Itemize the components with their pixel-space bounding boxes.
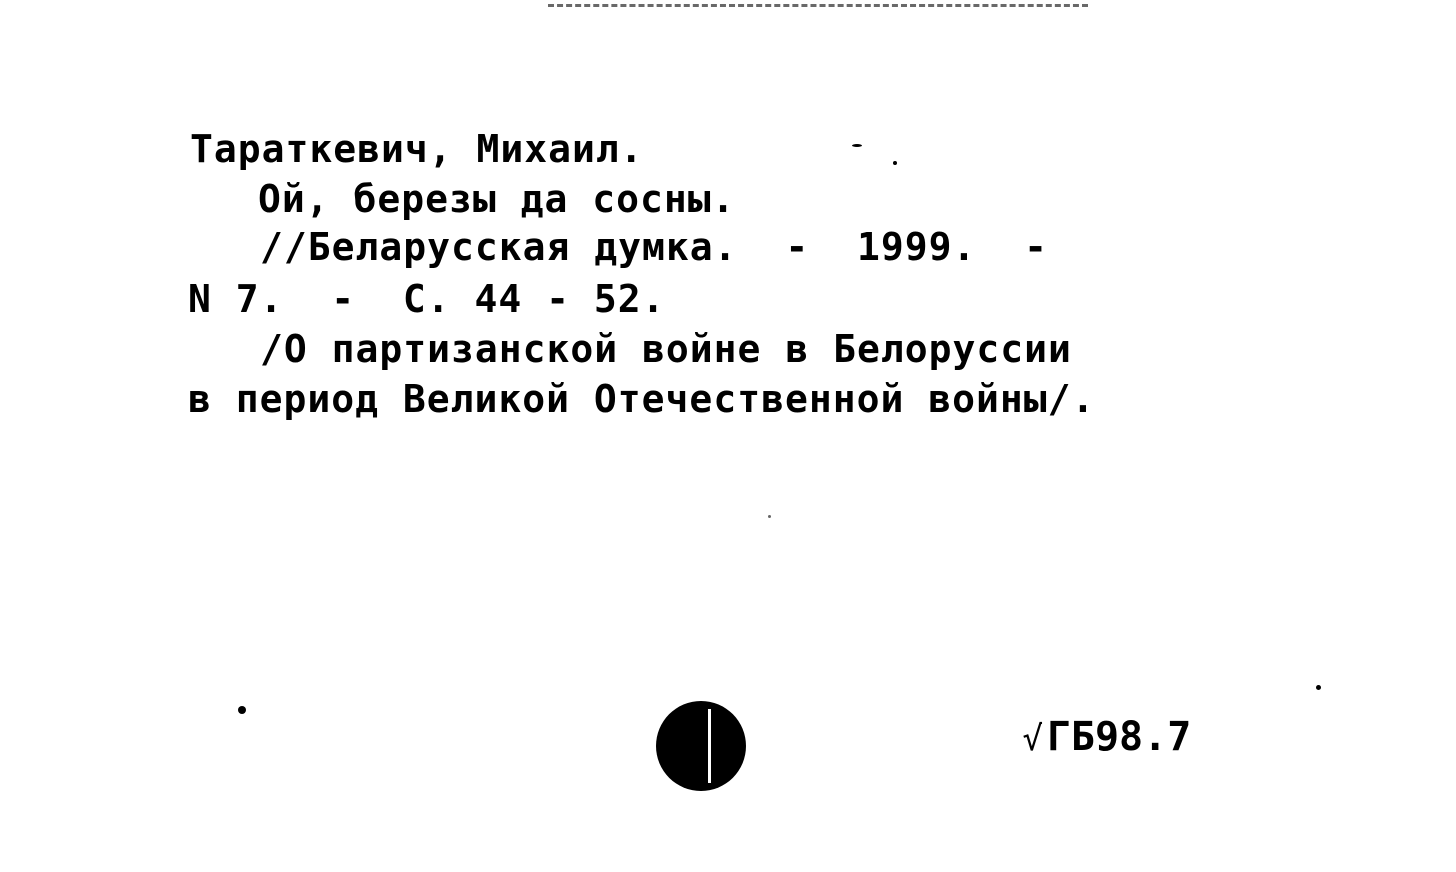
check-mark-icon: √ — [1022, 719, 1043, 759]
card-top-edge — [548, 4, 1088, 7]
annotation-line-1: /О партизанской войне в Белоруссии — [260, 327, 1072, 371]
ink-speck — [238, 706, 246, 714]
author-line: Тараткевич, Михаил. — [190, 127, 644, 171]
title-line: Ой, березы да сосны. — [258, 177, 736, 221]
annotation-line-2: в период Великой Отечественной войны/. — [188, 377, 1096, 421]
ink-speck — [893, 161, 897, 165]
punch-hole — [656, 701, 746, 791]
shelf-mark-code: ГБ98.7 — [1046, 714, 1192, 760]
issue-pages-line: N 7. - С. 44 - 52. — [188, 277, 666, 321]
ink-speck — [852, 144, 862, 147]
source-line: //Беларусская думка. - 1999. - — [260, 225, 1048, 269]
shelf-mark — [926, 668, 1191, 806]
ink-speck — [768, 515, 771, 518]
ink-speck — [1316, 685, 1321, 690]
